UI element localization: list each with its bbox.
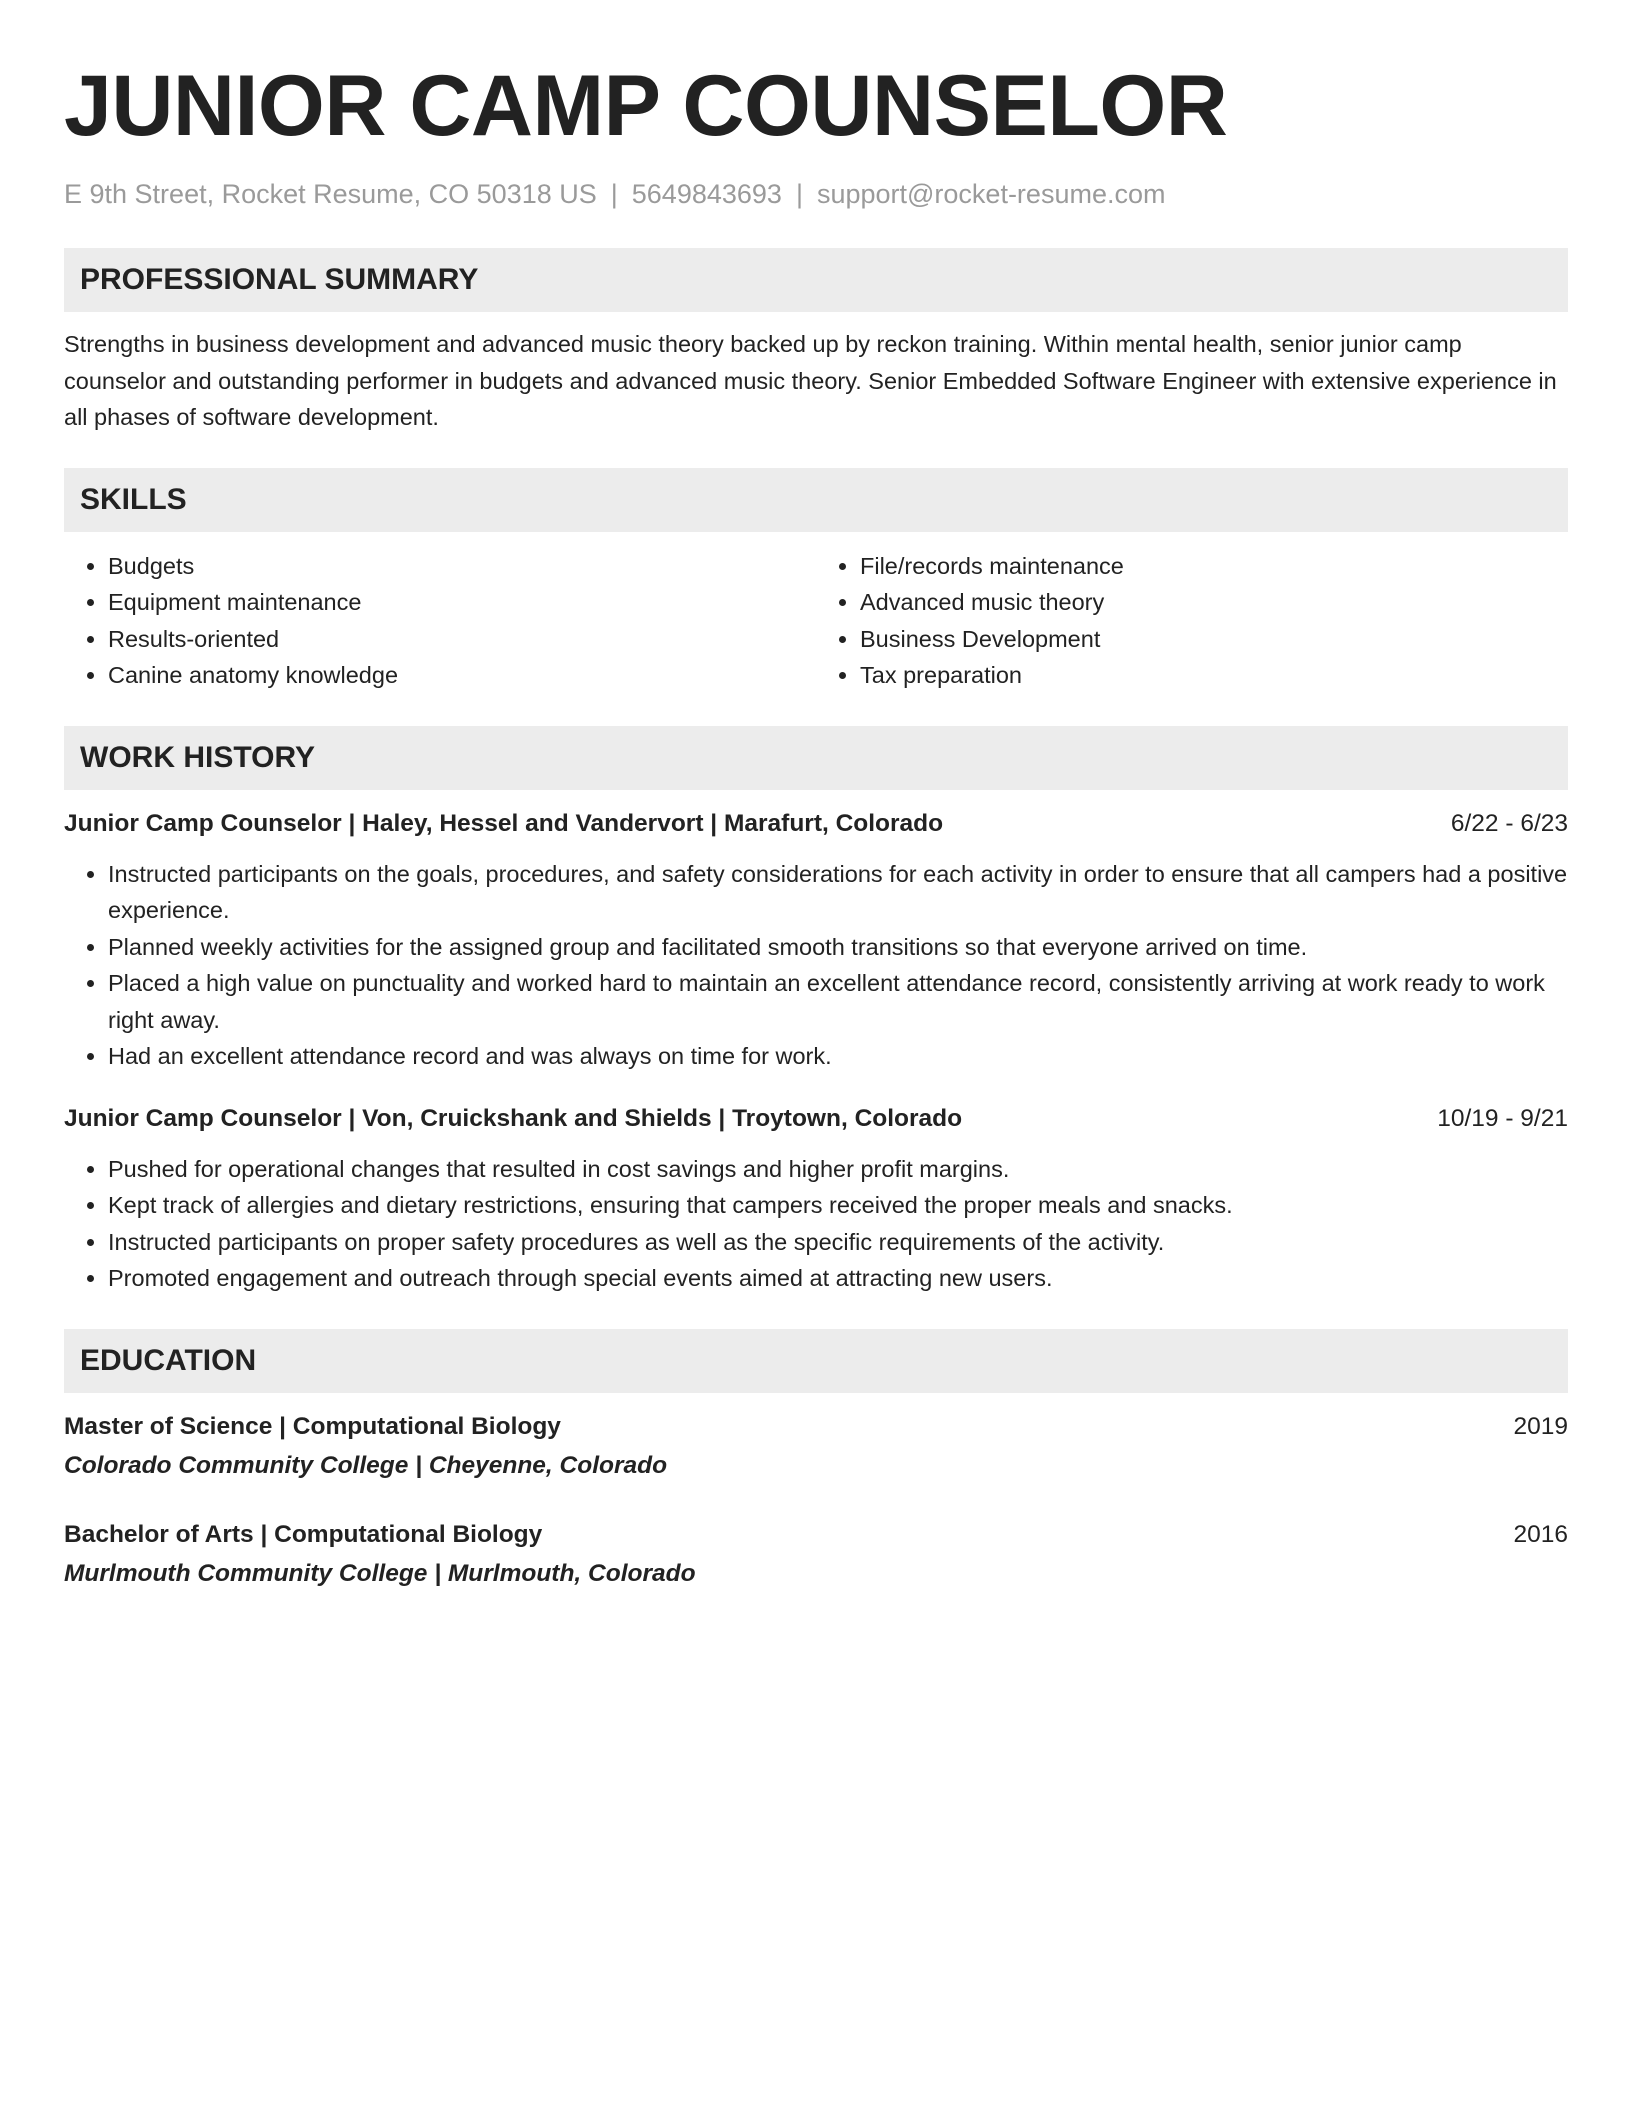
education-year: 2016 <box>1513 1520 1568 1548</box>
education-header <box>64 1409 1568 1445</box>
job-bullet: • Instructed participants on the goals, procedures, and safety considerations for each activity in order to ensure that all campers had a positive experience. <box>108 856 1568 929</box>
section-heading-skills: SKILLS <box>64 468 1568 532</box>
job-header <box>64 1101 1568 1137</box>
job-title: Junior Camp Counselor | Haley, Hessel and Vandervort | Marafurt, Colorado <box>64 809 944 837</box>
job-bullets <box>64 856 1568 1075</box>
skill-item: • Tax preparation <box>860 657 1568 694</box>
job-title: Junior Camp Counselor | Von, Cruickshank and Shields | Troytown, Colorado <box>64 1104 963 1132</box>
education-entry <box>64 1517 1568 1592</box>
skill-item: • Canine anatomy knowledge <box>108 657 816 694</box>
education-school: Murlmouth Community College | Murlmouth, Colorado <box>64 1559 696 1587</box>
education-header <box>64 1517 1568 1553</box>
section-heading-work-history: WORK HISTORY <box>64 726 1568 790</box>
summary-text: Strengths in business development and advanced music theory backed up by reckon training. Within mental health, senior junior camp counselor and outstanding performer in budgets and advanced music theory. Senior Embedded Software Engineer with extensive experience in all phases of software development. <box>64 331 1557 430</box>
job-dates: 10/19 - 9/21 <box>1437 1104 1568 1132</box>
job-bullet: • Had an excellent attendance record and was always on time for work. <box>108 1038 1568 1075</box>
education-degree: Bachelor of Arts | Computational Biology <box>64 1520 543 1548</box>
education-entry <box>64 1409 1568 1484</box>
skills-column-right <box>816 548 1568 694</box>
education-degree: Master of Science | Computational Biology <box>64 1412 561 1440</box>
job-bullet: • Placed a high value on punctuality and worked hard to maintain an excellent attendance record, consistently arriving at work ready to work right away. <box>108 965 1568 1038</box>
section-heading-summary: PROFESSIONAL SUMMARY <box>64 248 1568 312</box>
education-year: 2019 <box>1513 1412 1568 1440</box>
job-entry <box>64 806 1568 1075</box>
job-bullet: • Instructed participants on proper safety procedures as well as the specific requirements of the activity. <box>108 1224 1568 1261</box>
job-dates: 6/22 - 6/23 <box>1450 809 1568 837</box>
job-bullet: • Planned weekly activities for the assigned group and facilitated smooth transitions so that everyone arrived on time. <box>108 929 1568 966</box>
job-entry <box>64 1101 1568 1297</box>
skill-item: • File/records maintenance <box>860 548 1568 585</box>
contact-email: support@rocket-resume.com <box>816 179 1166 209</box>
job-bullet: • Promoted engagement and outreach through special events aimed at attracting new users. <box>108 1260 1568 1297</box>
job-header <box>64 806 1568 842</box>
skill-item: • Business Development <box>860 621 1568 658</box>
skill-item: • Advanced music theory <box>860 584 1568 621</box>
resume-name-title: JUNIOR CAMP COUNSELOR <box>64 58 1228 154</box>
contact-phone: 5649843693 <box>631 179 782 209</box>
skills-column-left <box>64 548 816 694</box>
job-bullet: • Pushed for operational changes that resulted in cost savings and higher profit margins. <box>108 1151 1568 1188</box>
contact-separator: | <box>610 179 618 209</box>
section-heading-education: EDUCATION <box>64 1329 1568 1393</box>
skill-item: • Budgets <box>108 548 816 585</box>
job-bullets <box>64 1151 1568 1297</box>
contact-line <box>64 176 1568 212</box>
contact-separator: | <box>795 179 803 209</box>
skill-item: • Results-oriented <box>108 621 816 658</box>
education-school: Colorado Community College | Cheyenne, Colorado <box>64 1451 668 1479</box>
skill-item: • Equipment maintenance <box>108 584 816 621</box>
contact-address: E 9th Street, Rocket Resume, CO 50318 US <box>64 179 597 209</box>
job-bullet: • Kept track of allergies and dietary restrictions, ensuring that campers received the proper meals and snacks. <box>108 1187 1568 1224</box>
skills-list <box>64 548 1568 694</box>
